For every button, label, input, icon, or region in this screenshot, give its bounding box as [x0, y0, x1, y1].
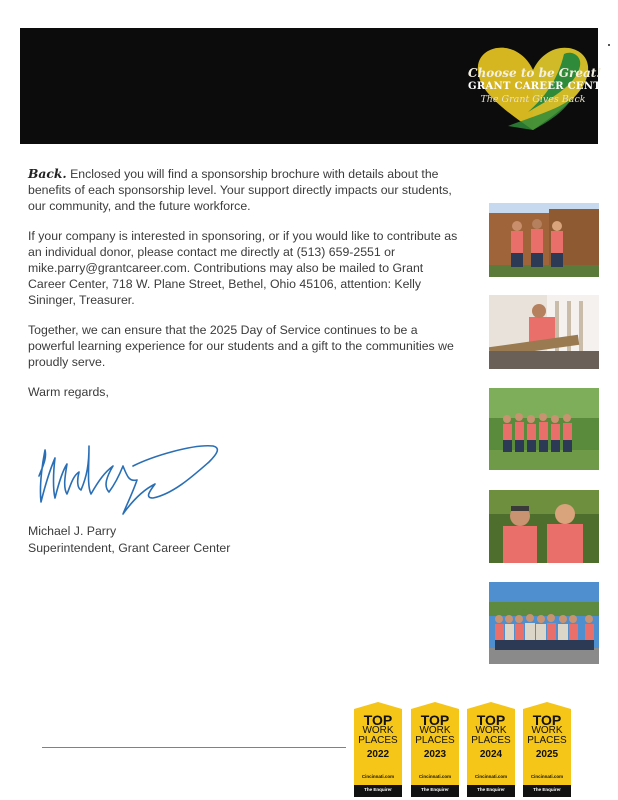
top-workplaces-badge-2024: [465, 701, 517, 797]
badge-site: Cincinnati.com: [530, 774, 564, 779]
badge-places-label: PLACES: [358, 735, 398, 746]
badge-top-label: TOP: [532, 712, 562, 728]
photo-two-volunteers: [489, 490, 599, 563]
badge-work-label: WORK: [531, 725, 563, 736]
badge-top-label: TOP: [476, 712, 506, 728]
badge-year: 2022: [366, 749, 390, 760]
header-banner: [20, 28, 618, 144]
letter-body: [28, 166, 463, 414]
badge-places-label: PLACES: [415, 735, 455, 746]
badge-work-label: WORK: [475, 725, 507, 736]
photo-volunteer-building: [489, 295, 599, 369]
scan-dot: [608, 44, 610, 46]
volunteer-building-photo-icon: [489, 295, 599, 369]
badge-source: The Enquirer: [364, 787, 392, 792]
badge-year: 2025: [535, 749, 559, 760]
top-workplaces-badge-2025: [521, 701, 573, 797]
paragraph-1-text: Enclosed you will find a sponsorship brochure with details about the benefits of each sponsorship level. Your support directly impacts our students, our community, and the future workforce.: [28, 167, 452, 213]
photo-volunteers-fence: [489, 203, 599, 277]
signer-name: Michael J. Parry: [28, 524, 117, 538]
badge-top-label: TOP: [420, 712, 450, 728]
signer-title: Superintendent, Grant Career Center: [28, 541, 231, 555]
handwritten-signature: [33, 436, 233, 524]
paragraph-3: Together, we can ensure that the 2025 Day of Service continues to be a powerful learning experience for our students and a gift to the communities we proudly serve.: [28, 323, 454, 369]
paragraph-1-lead: Back.: [28, 166, 67, 181]
badge-work-label: WORK: [362, 725, 394, 736]
photo-group-park: [489, 388, 599, 470]
badge-places-label: PLACES: [527, 735, 567, 746]
top-workplaces-badge-2023: [409, 701, 461, 797]
badge-year: 2023: [423, 749, 447, 760]
badge-site: Cincinnati.com: [361, 774, 395, 779]
badge-source: The Enquirer: [477, 787, 505, 792]
badge-places-label: PLACES: [471, 735, 511, 746]
volunteers-fence-photo-icon: [489, 203, 599, 277]
paragraph-1: [28, 166, 463, 214]
group-outdoor-photo-icon: [489, 582, 599, 664]
grant-career-center-logo: [468, 40, 618, 136]
logo-tagline-top: Choose to be Great!: [468, 66, 602, 80]
group-park-photo-icon: [489, 388, 599, 470]
two-volunteers-photo-icon: [489, 490, 599, 563]
closing: Warm regards,: [28, 385, 109, 399]
badge-year: 2024: [479, 749, 503, 760]
top-workplaces-badge-2022: [352, 701, 404, 797]
badge-source: The Enquirer: [421, 787, 449, 792]
badge-work-label: WORK: [419, 725, 451, 736]
logo-school-name: GRANT CAREER CENTER: [468, 81, 618, 92]
photo-group-outdoor: [489, 582, 599, 664]
badge-top-label: TOP: [363, 712, 393, 728]
badge-site: Cincinnati.com: [418, 774, 452, 779]
logo-tagline-bottom: The Grant Gives Back: [480, 94, 586, 105]
badge-site: Cincinnati.com: [474, 774, 508, 779]
bottom-divider: [42, 747, 346, 748]
paragraph-2: If your company is interested in sponsoring, or if you would like to contribute as an individual donor, please contact me directly at (513) 659-2551 or mike.parry@grantcareer.com. Contributions may also be mailed to Grant Career Center, 718 W. Plane Street, Bethel, Ohio 45106, attention: Kelly Sininger, Treasurer.: [28, 229, 458, 307]
signature-icon: [33, 436, 233, 524]
badge-source: The Enquirer: [533, 787, 561, 792]
